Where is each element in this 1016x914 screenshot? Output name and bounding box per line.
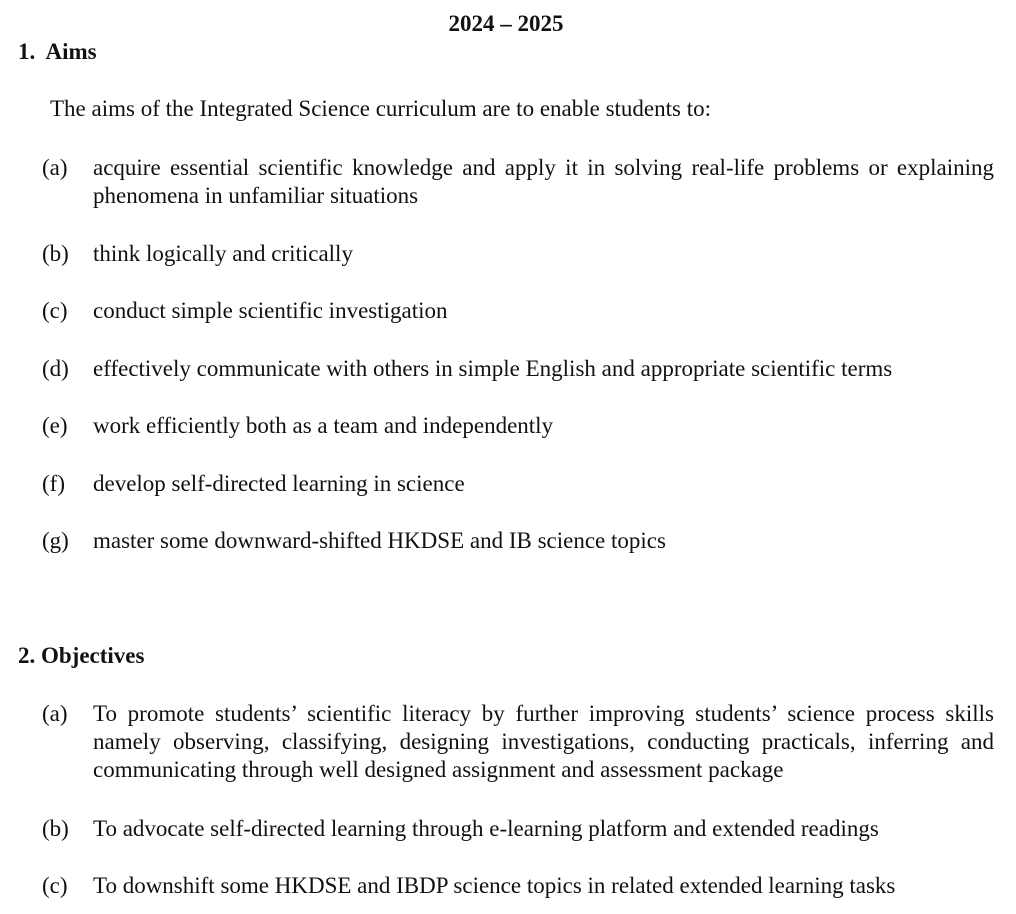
aims-item-f [42,470,994,498]
section-heading-aims [18,38,97,66]
objectives-item-b [42,815,994,843]
item-text: work efficiently both as a team and independently [93,413,554,438]
item-text: effectively communicate with others in simple English and appropriate scientific terms [93,356,893,381]
aims-item-g [42,527,994,555]
item-text: To advocate self-directed learning through e-learning platform and extended readings [93,816,879,841]
document-year: 2024 – 2025 [448,11,564,36]
section-number: 2. [18,643,36,668]
section-heading-objectives [18,642,144,670]
item-label: (c) [42,873,68,898]
item-text: think logically and critically [93,241,353,266]
section-title: Objectives [41,643,145,668]
objectives-item-a [42,700,994,784]
item-label: (a) [42,155,68,180]
item-label: (g) [42,528,69,553]
item-label: (b) [42,241,69,266]
objectives-item-c [42,872,994,900]
item-text: develop self-directed learning in science [93,471,465,496]
aims-item-e [42,412,994,440]
item-text: conduct simple scientific investigation [93,298,448,323]
item-label: (f) [42,471,65,496]
item-text: To downshift some HKDSE and IBDP science topics in related extended learning tasks [93,873,896,898]
item-label: (b) [42,816,69,841]
aims-item-b [42,240,994,268]
item-text: acquire essential scientific knowledge and apply it in solving real-life problems or explaining phenomena in unfamiliar situations [93,155,994,208]
section-title: Aims [45,39,97,64]
section-number: 1. [18,39,36,64]
item-label: (c) [42,298,68,323]
item-label: (a) [42,701,68,726]
item-text: master some downward-shifted HKDSE and IB science topics [93,528,666,553]
item-label: (e) [42,413,68,438]
item-label: (d) [42,356,69,381]
aims-item-c [42,297,994,325]
aims-intro: The aims of the Integrated Science curriculum are to enable students to: [50,96,712,121]
aims-item-d [42,355,994,383]
item-text: To promote students’ scientific literacy by further improving students’ science process skills namely observing, classifying, designing investigations, conducting practicals, inferring and communicating through well designed assignment and assessment package [93,701,994,782]
aims-item-a [42,154,994,210]
